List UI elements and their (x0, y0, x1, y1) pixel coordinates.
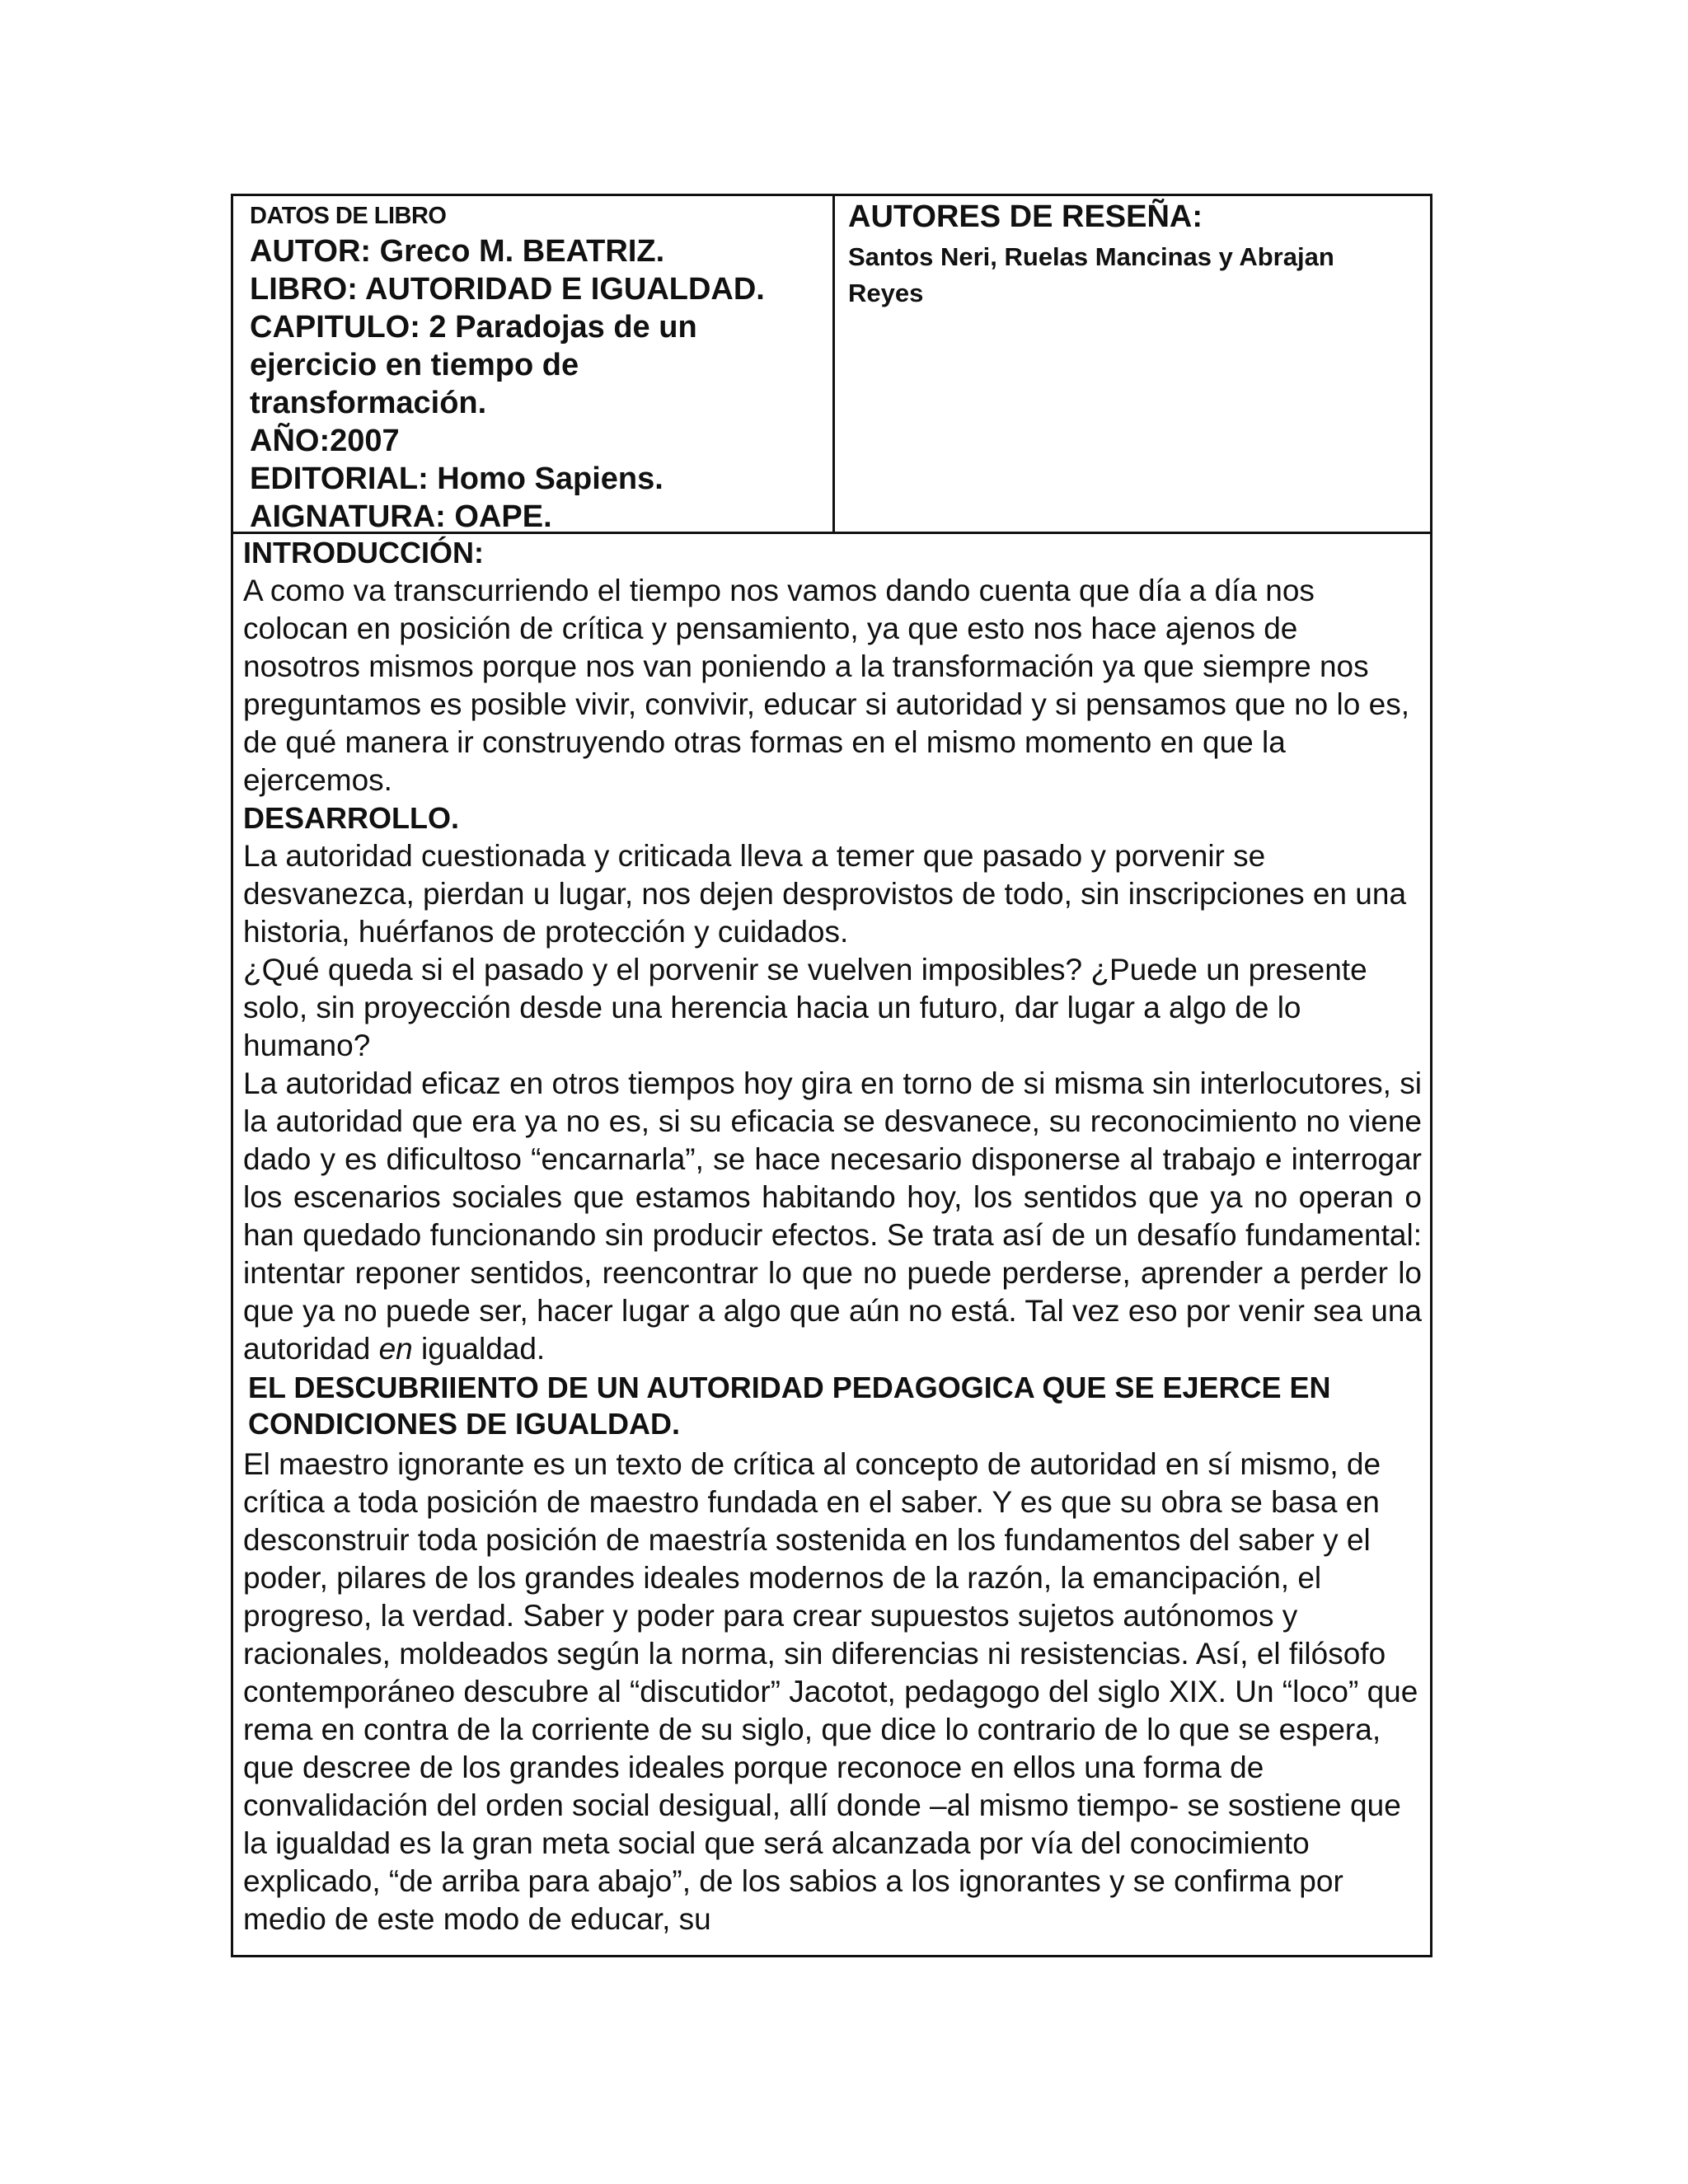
book-author: AUTOR: Greco M. BEATRIZ. (250, 234, 665, 269)
book-chapter-line-1: CAPITULO: 2 Paradojas de un (250, 310, 697, 344)
book-data-cell (233, 196, 835, 532)
development-paragraph-3 (243, 1065, 1422, 1368)
development-paragraph-2: ¿Qué queda si el pasado y el porvenir se vuelven imposibles? ¿Puede un presente solo, sin proyección desde una herencia hacia un futuro, dar lugar a algo de lo humano? (243, 953, 1367, 1062)
development-heading: DESARROLLO. (243, 801, 460, 835)
book-title: LIBRO: AUTORIDAD E IGUALDAD. (250, 272, 765, 307)
review-authors-cell (835, 196, 1430, 532)
book-chapter-line-3: transformación. (250, 386, 487, 420)
header-row (233, 196, 1430, 534)
introduction-heading: INTRODUCCIÓN: (243, 536, 484, 569)
review-body-cell (233, 534, 1430, 1938)
development-paragraph-1: La autoridad cuestionada y criticada lleva a temer que pasado y porvenir se desvanezca, pierdan u lugar, nos dejen desprovistos de todo, sin inscripciones en una historia, huérfanos de protección y cuidados. (243, 839, 1407, 949)
discovery-heading: EL DESCUBRIIENTO DE UN AUTORIDAD PEDAGOGICA QUE SE EJERCE EN CONDICIONES DE IGUALDAD. (248, 1371, 1331, 1441)
discovery-text: El maestro ignorante es un texto de crítica al concepto de autoridad en sí mismo, de crítica a toda posición de maestro fundada en el saber. Y es que su obra se basa en desconstruir toda posición de maestría sostenida en los fundamentos del saber y el poder, pilares de los grandes ideales modernos de la razón, la emancipación, el progreso, la verdad. Saber y poder para crear supuestos sujetos autónomos y racionales, moldeados según la norma, sin diferencias ni resistencias. Así, el filósofo contemporáneo descubre al “discutidor” Jacotot, pedagogo del siglo XIX. Un “loco” que rema en contra de la corriente de su siglo, que dice lo contrario de lo que se espera, que descree de los grandes ideales porque reconoce en ellos una forma de convalidación del orden social desigual, allí donde –al mismo tiempo- se sostiene que la igualdad es la gran meta social que será alcanzada por vía del conocimiento explicado, “de arriba para abajo”, de los sabios a los ignorantes y se confirma por medio de este modo de educar, su (243, 1447, 1418, 1936)
book-data-label: DATOS DE LIBRO (250, 203, 447, 229)
review-authors-title: AUTORES DE RESEÑA: (848, 199, 1203, 234)
development-paragraph-3-main: La autoridad eficaz en otros tiempos hoy gira en torno de si misma sin interlocutores, si la autoridad que era ya no es, si su eficacia se desvanece, su reconocimiento no viene dado y es dificultoso “encarnarla”, se hace necesario disponerse al trabajo e interrogar los escenarios sociales que estamos habitando hoy, los sentidos que ya no operan o han quedado funcionando sin producir efectos. Se trata así de un desafío fundamental: intentar reponer sentidos, reencontrar lo que no puede perderse, aprender a perder lo que ya no puede ser, hacer lugar a algo que aún no está. Tal vez eso por venir sea una autoridad (243, 1066, 1422, 1366)
review-authors-names: Santos Neri, Ruelas Mancinas y Abrajan Reyes (848, 242, 1334, 307)
book-subject: AIGNATURA: OAPE. (250, 499, 552, 534)
book-year: AÑO:2007 (250, 424, 400, 458)
book-chapter-line-2: ejercicio en tiempo de (250, 348, 579, 382)
introduction-text: A como va transcurriendo el tiempo nos vamos dando cuenta que día a día nos colocan en posición de crítica y pensamiento, ya que esto nos hace ajenos de nosotros mismos porque nos van poniendo a la transformación ya que siempre nos preguntamos es posible vivir, convivir, educar si autoridad y si pensamos que no lo es, de qué manera ir construyendo otras formas en el mismo momento en que la ejercemos. (243, 574, 1409, 797)
development-paragraph-3-italic: en (378, 1332, 413, 1366)
book-publisher: EDITORIAL: Homo Sapiens. (250, 462, 663, 496)
review-table (231, 194, 1432, 1957)
development-paragraph-3-end: igualdad. (421, 1332, 546, 1366)
